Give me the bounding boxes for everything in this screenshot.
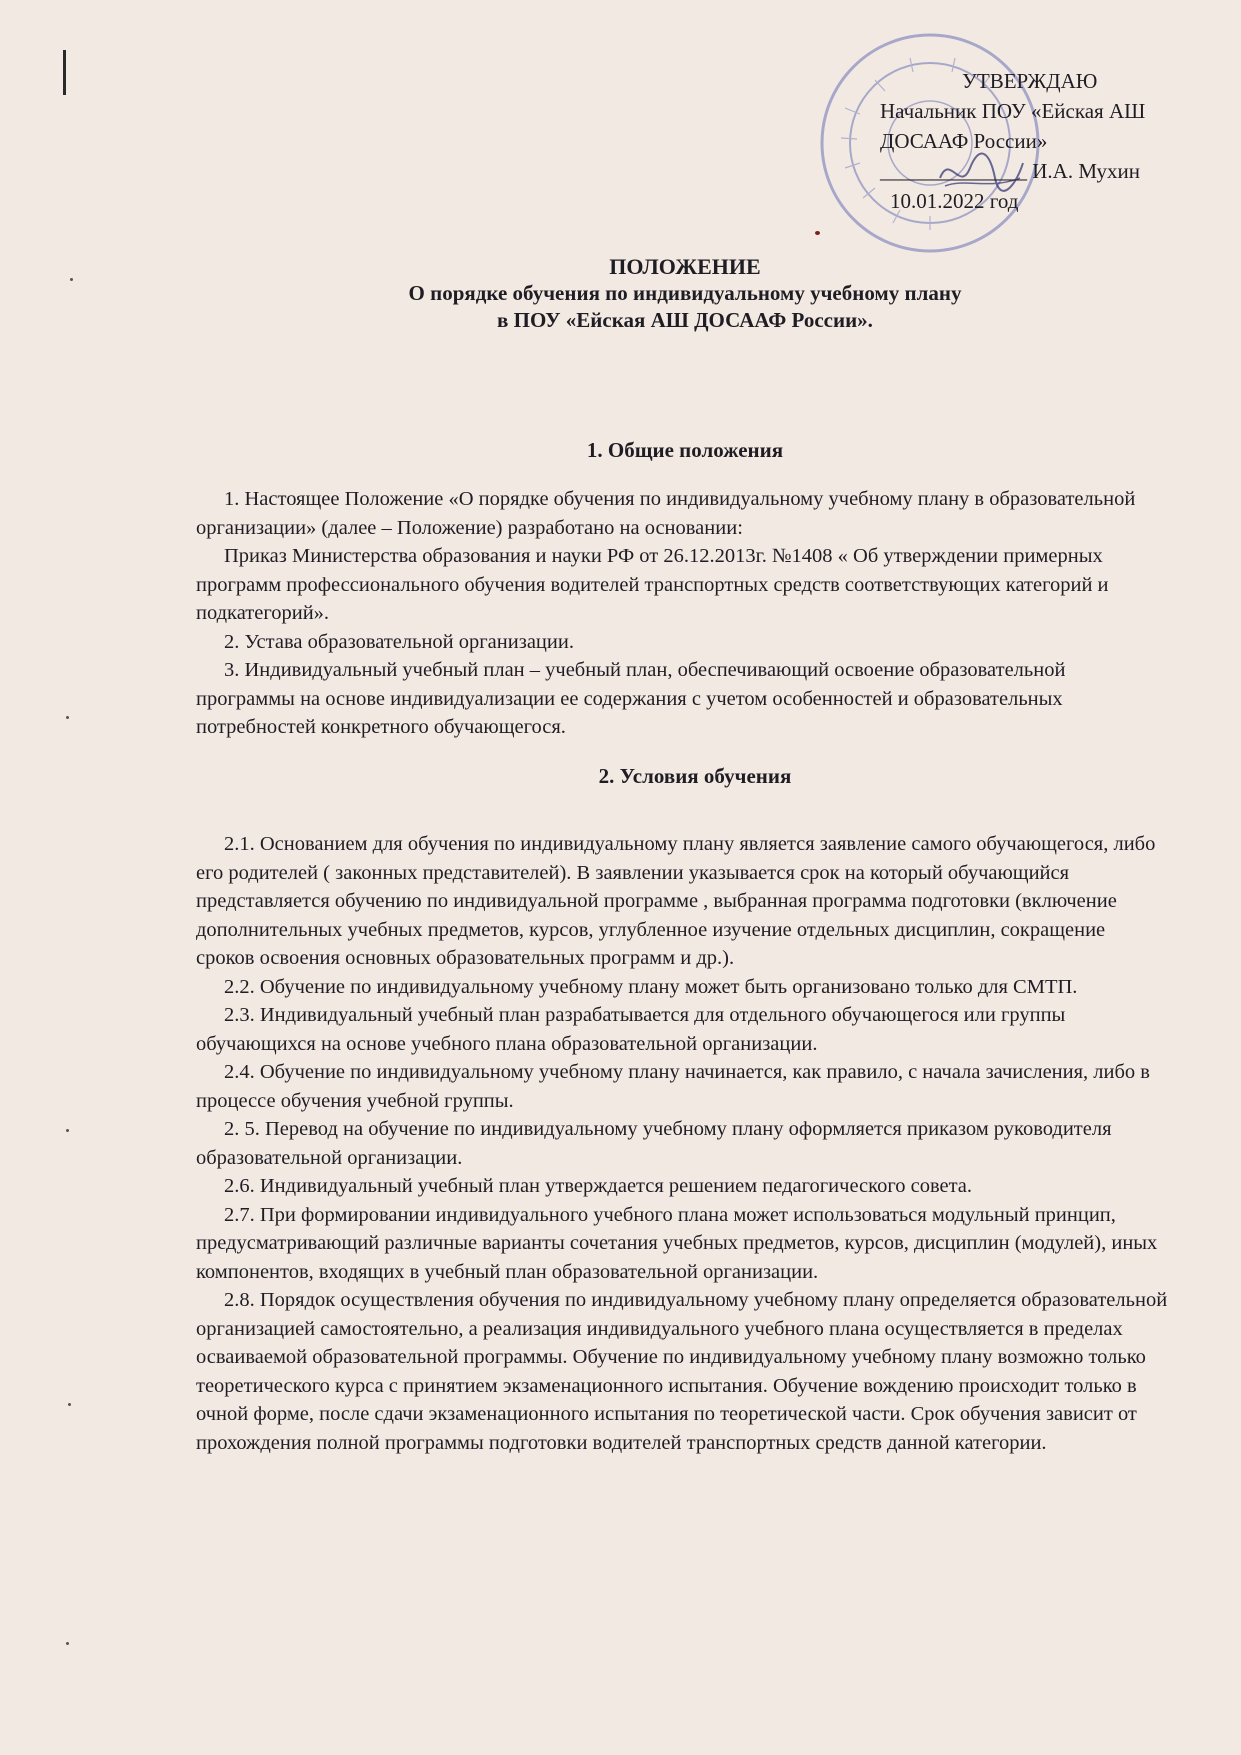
approval-line: УТВЕРЖДАЮ (962, 69, 1098, 93)
approval-date: 10.01.2022 год (890, 189, 1019, 213)
document-title (0, 253, 1241, 334)
section-heading: 2. Условия обучения (598, 764, 792, 788)
paragraph: 2.4. Обучение по индивидуальному учебному плану начинается, как правило, с начала зачисления, либо в процессе обучения учебной группы. (196, 1061, 1150, 1112)
section-1-body (196, 485, 1168, 742)
section-2-body (196, 830, 1168, 1457)
title-heading: ПОЛОЖЕНИЕ (609, 254, 761, 279)
title-line: О порядке обучения по индивидуальному учебному плану (408, 281, 962, 305)
speck (68, 1403, 71, 1406)
speck (66, 716, 69, 719)
paragraph: 2.8. Порядок осуществления обучения по индивидуальному учебному плану определяется образовательной организацией самостоятельно, а реализация индивидуального учебного плана осуществляется в пределах осваиваемой образовательной программы. Обучение по индивидуальному учебному плану возможно только теоретического курса с принятием экзаменационного испытания. Обучение вождению происходит только в очной форме, после сдачи экзаменационного испытания по теоретической части. Срок обучения зависит от прохождения полной программы подготовки водителей транспортных средств данной категории. (196, 1289, 1168, 1454)
paragraph: 3. Индивидуальный учебный план – учебный план, обеспечивающий освоение образовательной программы на основе индивидуализации ее содержания с учетом особенностей и образовательных потребностей конкретного обучающегося. (196, 659, 1066, 738)
paragraph: 2.7. При формировании индивидуального учебного плана может использоваться модульный принцип, предусматривающий различные варианты сочетания учебных предметов, курсов, дисциплин (модулей), иных компонентов, входящих в учебный план образовательной организации. (196, 1203, 1158, 1283)
paragraph: 1. Настоящее Положение «О порядке обучения по индивидуальному учебному плану в образовательной организации» (далее – Положение) разработано на основании: (196, 488, 1136, 539)
section-heading: 1. Общие положения (586, 438, 784, 462)
paragraph: 2.6. Индивидуальный учебный план утверждается решением педагогического совета. (224, 1175, 973, 1197)
paragraph: 2. 5. Перевод на обучение по индивидуальному учебному плану оформляется приказом руководителя образовательной организации. (196, 1118, 1112, 1169)
approval-signature-line: ______________ И.А. Мухин (880, 159, 1140, 183)
paragraph: 2.2. Обучение по индивидуальному учебному плану может быть организовано только для СМТП. (224, 975, 1078, 998)
approval-line: Начальник ПОУ «Ейская АШ (880, 99, 1146, 123)
paragraph: 2. Устава образовательной организации. (224, 630, 574, 653)
paragraph: 2.1. Основанием для обучения по индивидуальному плану является заявление самого обучающегося, либо его родителей ( законных представителей). В заявлении указывается срок на который обучающийся представляется обучению по индивидуальной программе , выбранная программа подготовки (включение дополнительных учебных предметов, курсов, углубленное изучение отдельных дисциплин, сокращение сроков освоения основных образовательных программ и др.). (196, 833, 1156, 969)
paragraph: Приказ Министерства образования и науки РФ от 26.12.2013г. №1408 « Об утверждении примерных программ профессионального обучения водителей транспортных средств соответствующих категорий и подкатегорий». (196, 545, 1109, 624)
margin-mark (63, 50, 66, 95)
speck (66, 1642, 69, 1645)
title-line: в ПОУ «Ейская АШ ДОСААФ России». (497, 308, 873, 332)
approval-block (880, 66, 1145, 216)
speck (66, 1129, 69, 1132)
approval-line: ДОСААФ России» (880, 129, 1048, 153)
paragraph: 2.3. Индивидуальный учебный план разрабатывается для отдельного обучающегося или группы обучающихся на основе учебного плана образовательной организации. (196, 1004, 1066, 1055)
